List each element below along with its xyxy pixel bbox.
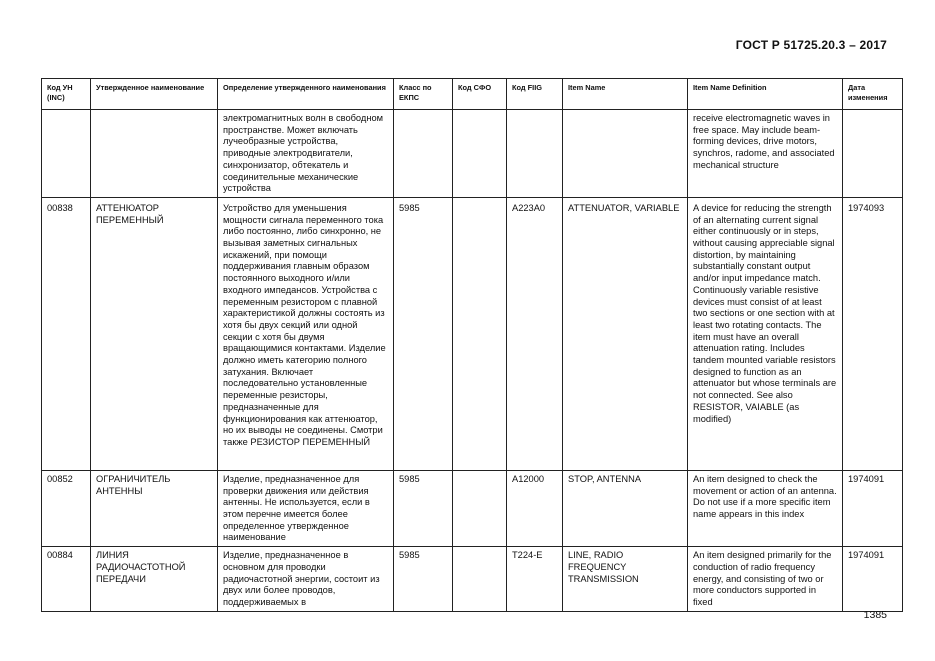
column-header-date: Дата изменения xyxy=(843,79,903,110)
cell-name-ru: ЛИНИЯ РАДИОЧАСТОТНОЙ ПЕРЕДАЧИ xyxy=(91,547,218,612)
cell-date: 1974093 xyxy=(843,197,903,470)
document-standard-header: ГОСТ Р 51725.20.3 – 2017 xyxy=(735,38,887,52)
column-header-code: Код УН (INC) xyxy=(42,79,91,110)
cell-item-name xyxy=(563,110,688,198)
page-number: 1385 xyxy=(863,609,887,621)
cell-name-ru: ОГРАНИЧИТЕЛЬ АНТЕННЫ xyxy=(91,470,218,546)
cell-sfo xyxy=(453,470,507,546)
cell-sfo xyxy=(453,110,507,198)
column-header-sfo: Код СФО xyxy=(453,79,507,110)
cell-name-ru xyxy=(91,110,218,198)
table-row xyxy=(42,110,903,198)
column-header-item-name: Item Name xyxy=(563,79,688,110)
cell-name-ru: АТТЕНЮАТОР ПЕРЕМЕННЫЙ xyxy=(91,197,218,470)
cell-sfo xyxy=(453,547,507,612)
table-row xyxy=(42,547,903,612)
item-names-table xyxy=(41,78,903,612)
cell-fiig: T224-E xyxy=(507,547,563,612)
cell-ekps: 5985 xyxy=(394,547,453,612)
cell-item-definition: receive electromagnetic waves in free space. May include beam-forming devices, drive motors, synchros, radome, and associated mechanical structure xyxy=(688,110,843,198)
cell-item-definition: An item designed primarily for the conduction of radio frequency energy, and consisting of two or more conductors supported in fixed xyxy=(688,547,843,612)
cell-ekps xyxy=(394,110,453,198)
cell-sfo xyxy=(453,197,507,470)
cell-code: 00852 xyxy=(42,470,91,546)
cell-date xyxy=(843,110,903,198)
table-row xyxy=(42,197,903,470)
table-header-row xyxy=(42,79,903,110)
cell-code xyxy=(42,110,91,198)
cell-date: 1974091 xyxy=(843,547,903,612)
cell-fiig: A12000 xyxy=(507,470,563,546)
cell-ekps: 5985 xyxy=(394,197,453,470)
cell-item-definition: An item designed to check the movement or action of an antenna. Do not use if a more specific item name appears in this index xyxy=(688,470,843,546)
cell-code: 00838 xyxy=(42,197,91,470)
column-header-definition-ru: Определение утвержденного наименования xyxy=(218,79,394,110)
cell-definition-ru: Изделие, предназначенное в основном для проводки радиочастотной энергии, состоит из двух или более проводов, поддерживаемых в xyxy=(218,547,394,612)
cell-code: 00884 xyxy=(42,547,91,612)
cell-item-name: LINE, RADIO FREQUENCY TRANSMISSION xyxy=(563,547,688,612)
cell-definition-ru: Устройство для уменьшения мощности сигнала переменного тока либо постоянно, либо синхронно, не вызывая заметных сигнальных искажений, при помощи поддерживания главным образом постоянного выходного и/или входного импедансов. Устройства с переменным резистором с плавной характеристикой должны состоять из хотя бы двух секций или одной секции с хотя бы двумя вращающимися контактами. Изделие должно иметь категорию полного затухания. Включает последовательно установленные переменные резисторы, предназначенные для функционирования как аттенюатор, но их выводы не соединены. Смотри также РЕЗИСТОР ПЕРЕМЕННЫЙ xyxy=(218,197,394,470)
cell-definition-ru: Изделие, предназначенное для проверки движения или действия антенны. Не используется, если в этом перечне имеется более определенное утвержденное наименование xyxy=(218,470,394,546)
cell-item-name: ATTENUATOR, VARIABLE xyxy=(563,197,688,470)
cell-item-name: STOP, ANTENNA xyxy=(563,470,688,546)
cell-date: 1974091 xyxy=(843,470,903,546)
column-header-fiig: Код FIIG xyxy=(507,79,563,110)
cell-definition-ru: электромагнитных волн в свободном пространстве. Может включать лучеобразные устройства, приводные электродвигатели, синхронизатор, обтекатель и соединительные механические устройства xyxy=(218,110,394,198)
column-header-ekps: Класс по ЕКПС xyxy=(394,79,453,110)
cell-ekps: 5985 xyxy=(394,470,453,546)
cell-fiig xyxy=(507,110,563,198)
cell-item-definition: A device for reducing the strength of an alternating current signal either continuously or in steps, without causing appreciable signal distortion, by maintaining substantially constant output and/or input impedance match. Continuously variable resistive devices must consist of at least two sections or one section with at least two rotating contacts. The item must have an overall attenuation rating. Includes tandem mounted variable resistors designed to function as an attenuator but whose terminals are not connected. See also RESISTOR, VAIABLE (as modified) xyxy=(688,197,843,470)
column-header-item-definition: Item Name Definition xyxy=(688,79,843,110)
column-header-name-ru: Утвержденное наименование xyxy=(91,79,218,110)
table-row xyxy=(42,470,903,546)
cell-fiig: A223A0 xyxy=(507,197,563,470)
